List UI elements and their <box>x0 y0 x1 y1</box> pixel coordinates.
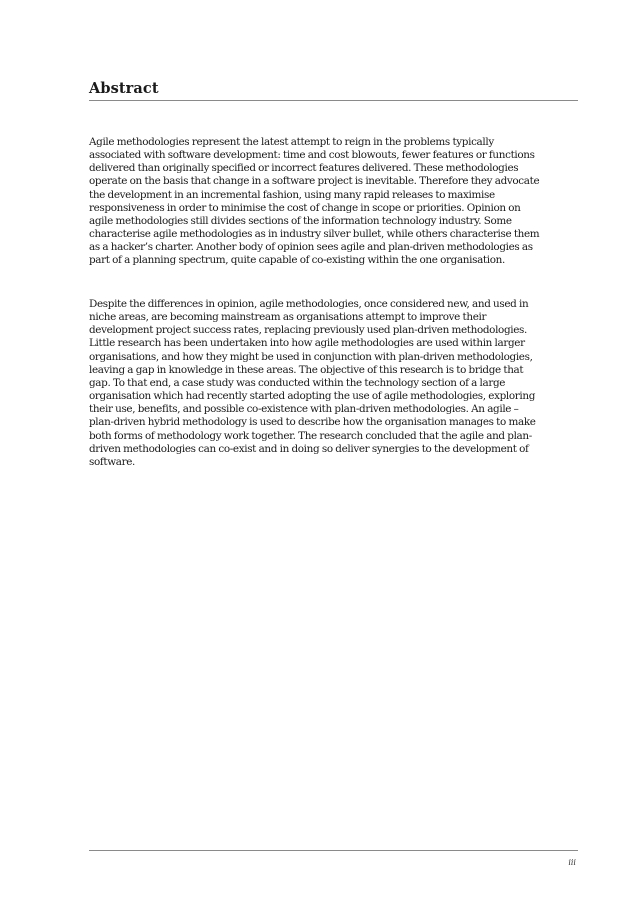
text-line: software. <box>89 455 135 468</box>
text-line: Despite the differences in opinion, agile methodologies, once considered new, and used in <box>89 298 529 310</box>
text-line: associated with software development: time and cost blowouts, fewer features or functions <box>89 149 535 162</box>
text-line: part of a planning spectrum, quite capable of co-existing within the one organisation. <box>89 254 505 267</box>
text-line: Little research has been undertaken into how agile methodologies are used within larger <box>89 337 525 350</box>
text-line: both forms of methodology work together. The research concluded that the agile and plan- <box>89 429 532 442</box>
text-line: responsiveness in order to minimise the cost of change in scope or priorities. Opinion on <box>89 201 521 214</box>
text-line: leaving a gap in knowledge in these areas. The objective of this research is to bridge that <box>89 363 524 376</box>
abstract-paragraph-2 <box>89 298 579 469</box>
text-line: gap. To that end, a case study was conducted within the technology section of a large <box>89 376 506 389</box>
section-heading: Abstract <box>89 80 159 97</box>
text-line: delivered than originally specified or incorrect features delivered. These methodologies <box>89 162 519 175</box>
text-line: their use, benefits, and possible co-existence with plan-driven methodologies. An agile – <box>89 403 519 416</box>
text-line: niche areas, are becoming mainstream as organisations attempt to improve their <box>89 311 487 324</box>
footer-rule <box>89 850 578 851</box>
text-line: the development in an incremental fashion, using many rapid releases to maximise <box>89 188 495 201</box>
page-number: iii <box>568 858 576 867</box>
text-line: organisations, and how they might be used in conjunction with plan-driven methodologies, <box>89 350 533 363</box>
text-line: driven methodologies can co-exist and in doing so deliver synergies to the development of <box>89 442 529 455</box>
text-line: Agile methodologies represent the latest attempt to reign in the problems typically <box>89 136 494 148</box>
text-line: organisation which had recently started adopting the use of agile methodologies, exploring <box>89 390 536 403</box>
heading-rule <box>89 100 578 101</box>
text-line: development project success rates, replacing previously used plan-driven methodologies. <box>89 324 527 337</box>
text-line: characterise agile methodologies as in industry silver bullet, while others characterise them <box>89 228 540 241</box>
text-line: plan-driven hybrid methodology is used to describe how the organisation manages to make <box>89 416 536 429</box>
text-line: operate on the basis that change in a software project is inevitable. Therefore they advocate <box>89 175 540 188</box>
text-line: as a hacker’s charter. Another body of opinion sees agile and plan-driven methodologies as <box>89 241 533 254</box>
text-line: agile methodologies still divides sections of the information technology industry. Some <box>89 214 512 227</box>
abstract-paragraph-1 <box>89 136 579 268</box>
